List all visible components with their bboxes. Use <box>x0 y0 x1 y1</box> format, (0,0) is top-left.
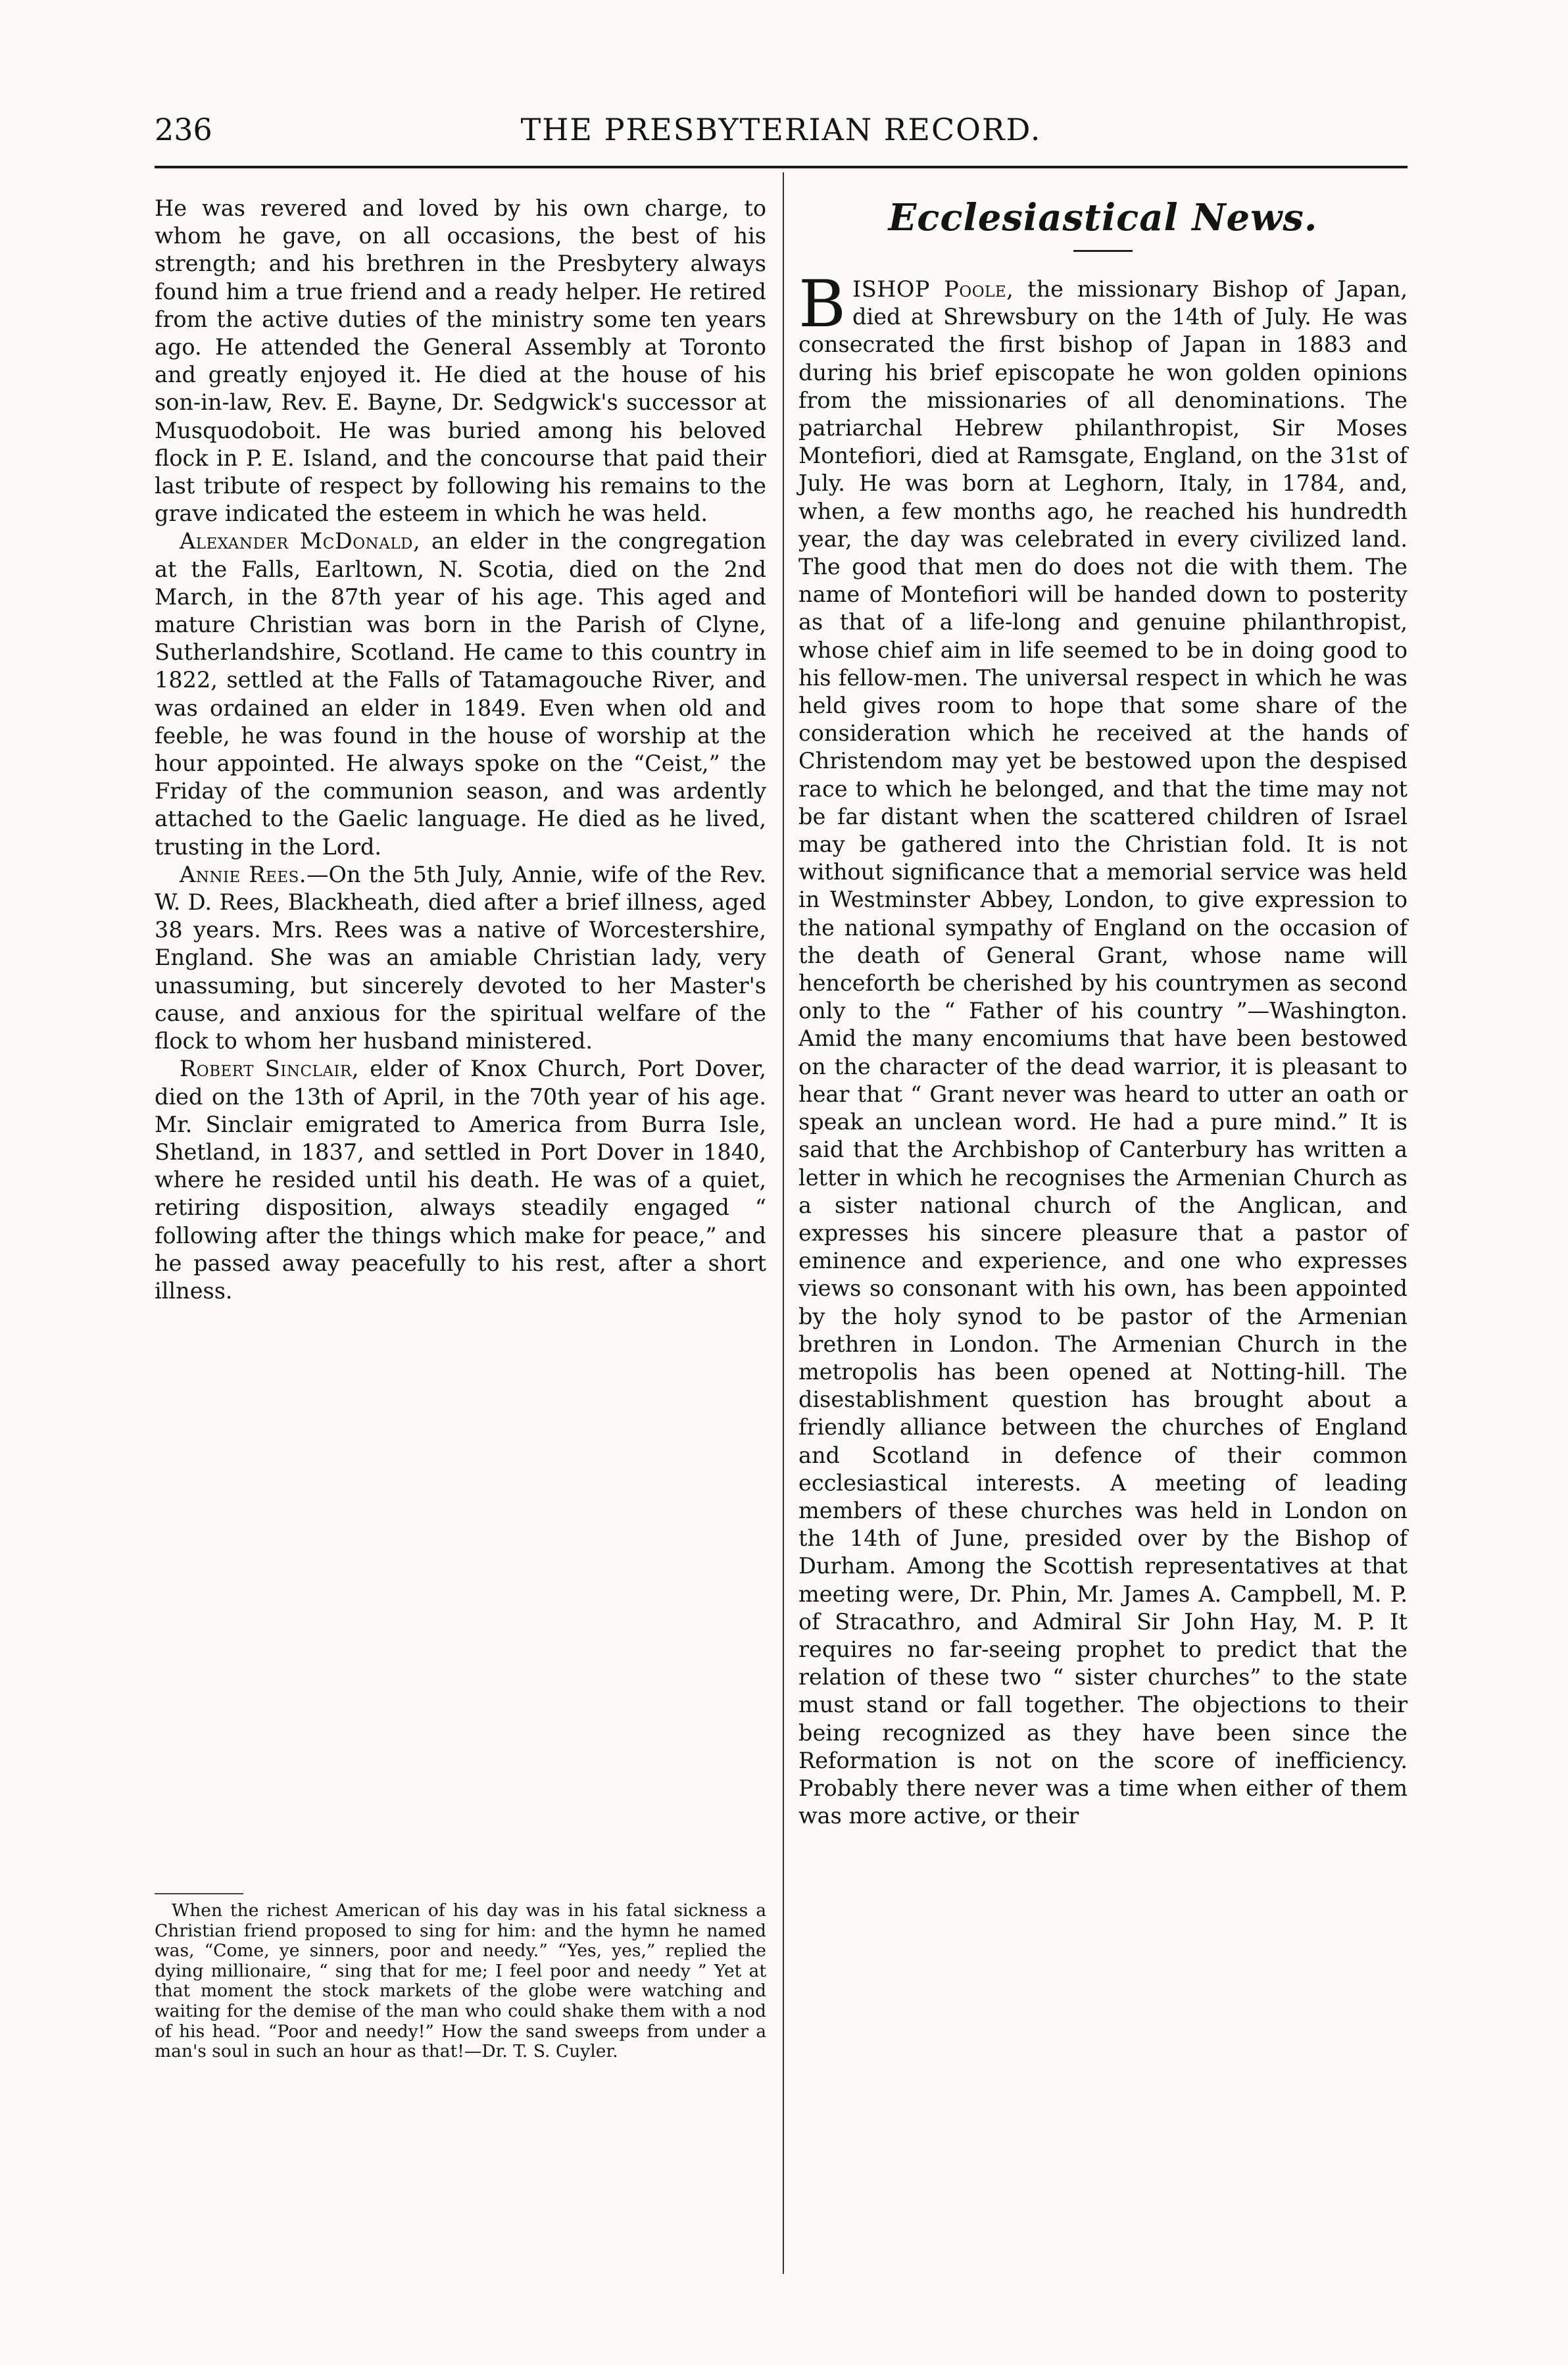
section-title: Ecclesiastical News. <box>888 196 1318 239</box>
footnote-rule <box>155 1893 243 1894</box>
obituary-continued: He was revered and loved by his own charge, to whom he gave, on all occasions, the best of his strength; and his brethren in the Presbytery always found him a true friend and a ready helper. He retired from the active duties of the ministry some ten years ago. He attended the General Assembly at Toronto and greatly enjoyed it. He died at the house of his son-in-law, Rev. E. Bayne, Dr. Sedgwick's successor at Musquodoboit. He was buried among his beloved flock in P. E. Island, and the concourse that paid their last tribute of respect by following his remains to the grave indicated the esteem in which he was held. <box>155 195 766 527</box>
obituary-mcdonald <box>155 528 766 860</box>
column-divider <box>783 172 784 2274</box>
left-column <box>155 195 766 1305</box>
obituary-rees <box>155 861 766 1055</box>
page-number: 236 <box>155 112 212 147</box>
news-article <box>798 267 1408 1830</box>
obituary-name: Alexander McDonald, <box>180 528 421 555</box>
page-header <box>155 112 1408 164</box>
running-title: THE PRESBYTERIAN RECORD. <box>520 112 1042 147</box>
obituary-text: an elder in the congregation at the Falls, Earltown, N. Scotia, died on the 2nd March, in the 87th year of his age. This aged and mature Christian was born in the Parish of Clyne, Sutherlandshire, Scotland. He came to this country in 1822, settled at the Falls of Tatamagouche River, and was ordained an elder in 1849. Even when old and feeble, he was found in the house of worship at the hour appointed. He always spoke on the “Ceist,” the Friday of the communion season, and was ardently attached to the Gaelic language. He died as he lived, trusting in the Lord. <box>155 528 767 860</box>
obituary-name: Robert Sinclair, <box>180 1056 359 1082</box>
obituary-text: elder of Knox Church, Port Dover, died on the 13th of April, in the 70th year of his age. Mr. Sinclair emigrated to America from Burra Isle, Shetland, in 1837, and settled in Port Dover in 1840, where he resided until his death. He was of a quiet, retiring disposition, always steadily engaged “ following after the things which make for peace,” and he passed away peacefully to his rest, after a short illness. <box>155 1056 766 1304</box>
obituary-sinclair <box>155 1055 766 1305</box>
footnote <box>155 1901 766 2062</box>
news-body: the missionary Bishop of Japan, died at Shrewsbury on the 14th of July. He was consecrated the first bishop of Japan in 1883 and during his brief episcopate he won golden opinions from the missionaries of all denominations. The patriarchal Hebrew philanthropist, Sir Moses Montefiori, died at Ramsgate, England, on the 31st of July. He was born at Leghorn, Italy, in 1784, and, when, a few months ago, he reached his hundredth year, the day was celebrated in every civilized land. The good that men do does not die with them. The name of Montefiori will be handed down to posterity as that of a life-long and genuine philanthropist, whose chief aim in life seemed to be in doing good to his fellow-men. The universal respect in which he was held gives room to hope that some share of the consideration which he received at the hands of Christendom may yet be bestowed upon the despised race to which he belonged, and that the time may not be far distant when the scattered children of Israel may be gathered into the Christian fold. It is not without significance that a memorial service was held in Westminster Abbey, London, to give expression to the national sympathy of England on the occasion of the death of General Grant, whose name will henceforth be cherished by his countrymen as second only to the “ Father of his country ”—Washington. Amid the many encomiums that have been bestowed on the character of the dead warrior, it is pleasant to hear that “ Grant never was heard to utter an oath or speak an unclean word. He had a pure mind.” It is said that the Archbishop of Canterbury has written a letter in which he recognises the Armenian Church as a sister national church of the Anglican, and expresses his sincere pleasure that a pastor of eminence and experience, and one who expresses views so consonant with his own, has been appointed by the holy synod to be pastor of the Armenian brethren in London. The Armenian Church in the metropolis has been opened at Notting-hill. The disestablishment question has brought about a friendly alliance between the churches of England and Scotland in defence of their common ecclesiastical interests. A meeting of leading members of these churches was held in London on the 14th of June, presided over by the Bishop of Durham. Among the Scottish representatives at that meeting were, Dr. Phin, Mr. James A. Campbell, M. P. of Stracathro, and Admiral Sir John Hay, M. P. It requires no far-seeing prophet to predict that the relation of these two “ sister churches” to the state must stand or fall together. The objections to their being recognized as they have been since the Reformation is not on the score of inefficiency. Probably there never was a time when either of them was more active, or their <box>798 276 1408 1829</box>
news-lead: ISHOP Poole, <box>852 276 1014 302</box>
obituary-name: Annie Rees. <box>180 861 307 887</box>
obituary-text: —On the 5th July, Annie, wife of the Rev. W. D. Rees, Blackheath, died after a brief illness, aged 38 years. Mrs. Rees was a native of Worcestershire, England. She was an amiable Christian lady, very unassuming, but sincerely devoted to her Master's cause, and anxious for the spiritual welfare of the flock to whom her husband ministered. <box>155 861 766 1054</box>
footnote-text: When the richest American of his day was in his fatal sickness a Christian friend proposed to sing for him: and the hymn he named was, “Come, ye sinners, poor and needy.” “Yes, yes,” replied the dying millionaire, “ sing that for me; I feel poor and needy ” Yet at that moment the stock markets of the globe were watching and waiting for the demise of the man who could shake them with a nod of his head. “Poor and needy!” How the sand sweeps from under a man's soul in such an hour as that!—Dr. T. S. Cuyler. <box>155 1900 766 2062</box>
header-rule <box>155 166 1408 168</box>
right-column <box>798 195 1408 1830</box>
drop-cap: B <box>798 267 846 342</box>
section-rule <box>1073 250 1133 252</box>
